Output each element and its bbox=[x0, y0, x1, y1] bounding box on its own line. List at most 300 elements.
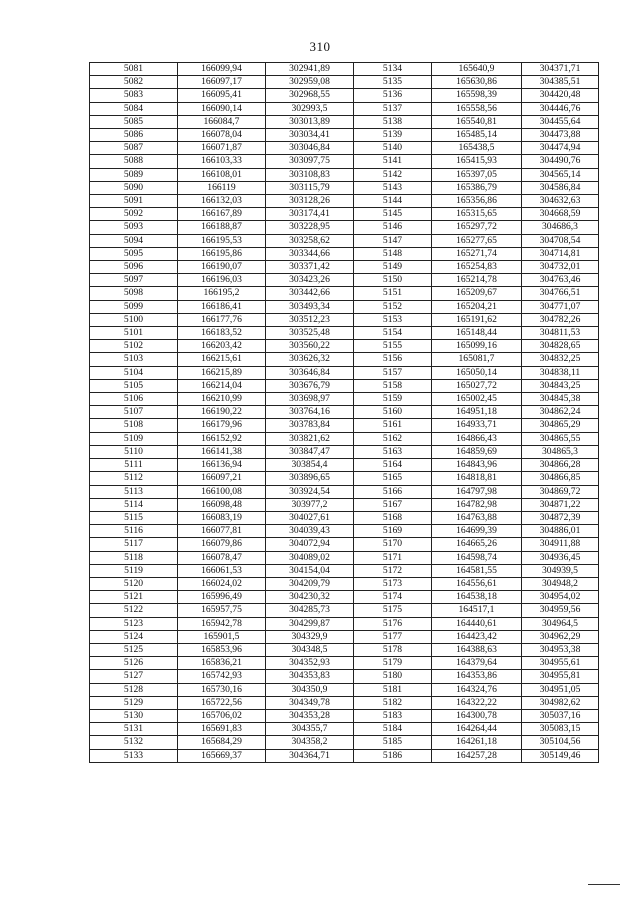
point-number-right: 5143 bbox=[354, 181, 432, 194]
point-number-left: 5107 bbox=[90, 406, 178, 419]
y-coordinate-left: 304353,83 bbox=[266, 670, 354, 683]
y-coordinate-right: 304473,88 bbox=[522, 129, 599, 142]
point-number-left: 5103 bbox=[90, 353, 178, 366]
point-number-left: 5100 bbox=[90, 313, 178, 326]
point-number-right: 5176 bbox=[354, 617, 432, 630]
point-number-left: 5129 bbox=[90, 696, 178, 709]
point-number-left: 5114 bbox=[90, 498, 178, 511]
y-coordinate-left: 302959,08 bbox=[266, 76, 354, 89]
x-coordinate-right: 165415,93 bbox=[432, 155, 522, 168]
point-number-right: 5152 bbox=[354, 300, 432, 313]
point-number-right: 5158 bbox=[354, 379, 432, 392]
page-number: 310 bbox=[309, 39, 331, 54]
x-coordinate-right: 165315,65 bbox=[432, 208, 522, 221]
y-coordinate-left: 303764,16 bbox=[266, 406, 354, 419]
x-coordinate-left: 166141,38 bbox=[178, 445, 266, 458]
table-row bbox=[90, 459, 599, 472]
y-coordinate-left: 303115,79 bbox=[266, 181, 354, 194]
x-coordinate-left: 166100,08 bbox=[178, 485, 266, 498]
table-row bbox=[90, 749, 599, 762]
y-coordinate-left: 302993,5 bbox=[266, 102, 354, 115]
x-coordinate-left: 165996,49 bbox=[178, 591, 266, 604]
point-number-left: 5085 bbox=[90, 115, 178, 128]
x-coordinate-left: 166195,86 bbox=[178, 247, 266, 260]
table-row bbox=[90, 340, 599, 353]
point-number-right: 5182 bbox=[354, 696, 432, 709]
x-coordinate-left: 166195,53 bbox=[178, 234, 266, 247]
point-number-right: 5175 bbox=[354, 604, 432, 617]
point-number-right: 5169 bbox=[354, 525, 432, 538]
point-number-left: 5124 bbox=[90, 630, 178, 643]
y-coordinate-right: 304811,53 bbox=[522, 327, 599, 340]
point-number-left: 5092 bbox=[90, 208, 178, 221]
y-coordinate-left: 303174,41 bbox=[266, 208, 354, 221]
table-row bbox=[90, 313, 599, 326]
y-coordinate-right: 304420,48 bbox=[522, 89, 599, 102]
table-row bbox=[90, 617, 599, 630]
x-coordinate-left: 166132,03 bbox=[178, 195, 266, 208]
y-coordinate-left: 304329,9 bbox=[266, 630, 354, 643]
point-number-right: 5149 bbox=[354, 261, 432, 274]
table-row bbox=[90, 168, 599, 181]
table-row bbox=[90, 525, 599, 538]
y-coordinate-right: 304911,88 bbox=[522, 538, 599, 551]
y-coordinate-right: 304866,85 bbox=[522, 472, 599, 485]
y-coordinate-right: 304782,26 bbox=[522, 313, 599, 326]
point-number-left: 5128 bbox=[90, 683, 178, 696]
y-coordinate-right: 304845,38 bbox=[522, 393, 599, 406]
point-number-right: 5141 bbox=[354, 155, 432, 168]
point-number-right: 5183 bbox=[354, 709, 432, 722]
point-number-left: 5081 bbox=[90, 63, 178, 76]
y-coordinate-right: 304948,2 bbox=[522, 577, 599, 590]
point-number-right: 5156 bbox=[354, 353, 432, 366]
point-number-left: 5091 bbox=[90, 195, 178, 208]
x-coordinate-right: 164933,71 bbox=[432, 419, 522, 432]
x-coordinate-right: 165386,79 bbox=[432, 181, 522, 194]
table-row bbox=[90, 129, 599, 142]
x-coordinate-left: 166119 bbox=[178, 181, 266, 194]
point-number-left: 5086 bbox=[90, 129, 178, 142]
y-coordinate-left: 303560,22 bbox=[266, 340, 354, 353]
point-number-right: 5142 bbox=[354, 168, 432, 181]
coordinates-table bbox=[89, 62, 599, 763]
table-row bbox=[90, 472, 599, 485]
point-number-left: 5088 bbox=[90, 155, 178, 168]
x-coordinate-left: 166090,14 bbox=[178, 102, 266, 115]
point-number-left: 5102 bbox=[90, 340, 178, 353]
x-coordinate-right: 165277,65 bbox=[432, 234, 522, 247]
y-coordinate-right: 304951,05 bbox=[522, 683, 599, 696]
y-coordinate-left: 303228,95 bbox=[266, 221, 354, 234]
x-coordinate-left: 166099,94 bbox=[178, 63, 266, 76]
x-coordinate-right: 165356,86 bbox=[432, 195, 522, 208]
point-number-right: 5174 bbox=[354, 591, 432, 604]
y-coordinate-left: 303924,54 bbox=[266, 485, 354, 498]
x-coordinate-right: 164699,39 bbox=[432, 525, 522, 538]
x-coordinate-left: 166078,04 bbox=[178, 129, 266, 142]
y-coordinate-right: 304832,25 bbox=[522, 353, 599, 366]
y-coordinate-right: 304871,22 bbox=[522, 498, 599, 511]
y-coordinate-right: 304955,61 bbox=[522, 657, 599, 670]
y-coordinate-left: 304154,04 bbox=[266, 564, 354, 577]
x-coordinate-right: 164440,61 bbox=[432, 617, 522, 630]
point-number-left: 5115 bbox=[90, 511, 178, 524]
y-coordinate-right: 304964,5 bbox=[522, 617, 599, 630]
point-number-left: 5095 bbox=[90, 247, 178, 260]
x-coordinate-right: 164818,81 bbox=[432, 472, 522, 485]
point-number-left: 5097 bbox=[90, 274, 178, 287]
x-coordinate-left: 165730,16 bbox=[178, 683, 266, 696]
point-number-right: 5135 bbox=[354, 76, 432, 89]
x-coordinate-left: 166095,41 bbox=[178, 89, 266, 102]
point-number-right: 5151 bbox=[354, 287, 432, 300]
y-coordinate-left: 303821,62 bbox=[266, 432, 354, 445]
point-number-right: 5157 bbox=[354, 366, 432, 379]
x-coordinate-left: 166103,33 bbox=[178, 155, 266, 168]
y-coordinate-left: 303493,34 bbox=[266, 300, 354, 313]
y-coordinate-right: 304865,29 bbox=[522, 419, 599, 432]
y-coordinate-right: 304490,76 bbox=[522, 155, 599, 168]
point-number-right: 5168 bbox=[354, 511, 432, 524]
y-coordinate-right: 304865,3 bbox=[522, 445, 599, 458]
x-coordinate-left: 166097,17 bbox=[178, 76, 266, 89]
x-coordinate-right: 164388,63 bbox=[432, 643, 522, 656]
table-row bbox=[90, 445, 599, 458]
point-number-right: 5173 bbox=[354, 577, 432, 590]
y-coordinate-left: 303442,66 bbox=[266, 287, 354, 300]
y-coordinate-left: 302941,89 bbox=[266, 63, 354, 76]
point-number-left: 5098 bbox=[90, 287, 178, 300]
table-row bbox=[90, 670, 599, 683]
x-coordinate-left: 166136,94 bbox=[178, 459, 266, 472]
point-number-left: 5116 bbox=[90, 525, 178, 538]
x-coordinate-left: 165742,93 bbox=[178, 670, 266, 683]
x-coordinate-left: 166061,53 bbox=[178, 564, 266, 577]
point-number-left: 5118 bbox=[90, 551, 178, 564]
y-coordinate-left: 304089,02 bbox=[266, 551, 354, 564]
point-number-right: 5146 bbox=[354, 221, 432, 234]
y-coordinate-right: 304668,59 bbox=[522, 208, 599, 221]
y-coordinate-left: 303512,23 bbox=[266, 313, 354, 326]
y-coordinate-left: 303034,41 bbox=[266, 129, 354, 142]
point-number-left: 5117 bbox=[90, 538, 178, 551]
point-number-left: 5130 bbox=[90, 709, 178, 722]
y-coordinate-right: 304632,63 bbox=[522, 195, 599, 208]
x-coordinate-right: 164665,26 bbox=[432, 538, 522, 551]
table-row bbox=[90, 261, 599, 274]
x-coordinate-left: 166167,89 bbox=[178, 208, 266, 221]
table-row bbox=[90, 221, 599, 234]
y-coordinate-left: 304350,9 bbox=[266, 683, 354, 696]
y-coordinate-left: 303676,79 bbox=[266, 379, 354, 392]
point-number-right: 5148 bbox=[354, 247, 432, 260]
table-row bbox=[90, 604, 599, 617]
point-number-right: 5137 bbox=[354, 102, 432, 115]
table-row bbox=[90, 406, 599, 419]
x-coordinate-right: 164859,69 bbox=[432, 445, 522, 458]
x-coordinate-left: 165722,56 bbox=[178, 696, 266, 709]
x-coordinate-right: 165271,74 bbox=[432, 247, 522, 260]
x-coordinate-right: 165640,9 bbox=[432, 63, 522, 76]
y-coordinate-right: 304843,25 bbox=[522, 379, 599, 392]
x-coordinate-right: 165209,67 bbox=[432, 287, 522, 300]
x-coordinate-right: 164538,18 bbox=[432, 591, 522, 604]
point-number-right: 5140 bbox=[354, 142, 432, 155]
point-number-right: 5180 bbox=[354, 670, 432, 683]
point-number-right: 5161 bbox=[354, 419, 432, 432]
table-row bbox=[90, 551, 599, 564]
footer-rule bbox=[588, 884, 620, 885]
point-number-left: 5101 bbox=[90, 327, 178, 340]
y-coordinate-left: 304209,79 bbox=[266, 577, 354, 590]
y-coordinate-left: 304349,78 bbox=[266, 696, 354, 709]
x-coordinate-right: 165099,16 bbox=[432, 340, 522, 353]
x-coordinate-right: 165214,78 bbox=[432, 274, 522, 287]
y-coordinate-left: 304352,93 bbox=[266, 657, 354, 670]
point-number-left: 5099 bbox=[90, 300, 178, 313]
y-coordinate-left: 303423,26 bbox=[266, 274, 354, 287]
point-number-left: 5122 bbox=[90, 604, 178, 617]
point-number-right: 5144 bbox=[354, 195, 432, 208]
y-coordinate-left: 303525,48 bbox=[266, 327, 354, 340]
table-row bbox=[90, 379, 599, 392]
point-number-left: 5112 bbox=[90, 472, 178, 485]
table-row bbox=[90, 591, 599, 604]
point-number-left: 5084 bbox=[90, 102, 178, 115]
point-number-left: 5113 bbox=[90, 485, 178, 498]
point-number-right: 5163 bbox=[354, 445, 432, 458]
point-number-left: 5110 bbox=[90, 445, 178, 458]
y-coordinate-right: 304446,76 bbox=[522, 102, 599, 115]
y-coordinate-left: 304285,73 bbox=[266, 604, 354, 617]
y-coordinate-left: 304348,5 bbox=[266, 643, 354, 656]
y-coordinate-right: 304866,28 bbox=[522, 459, 599, 472]
y-coordinate-right: 304771,07 bbox=[522, 300, 599, 313]
x-coordinate-left: 166083,19 bbox=[178, 511, 266, 524]
x-coordinate-right: 165027,72 bbox=[432, 379, 522, 392]
point-number-left: 5083 bbox=[90, 89, 178, 102]
table-row bbox=[90, 564, 599, 577]
table-row bbox=[90, 657, 599, 670]
point-number-right: 5147 bbox=[354, 234, 432, 247]
y-coordinate-right: 304865,55 bbox=[522, 432, 599, 445]
x-coordinate-left: 165957,75 bbox=[178, 604, 266, 617]
x-coordinate-left: 166195,2 bbox=[178, 287, 266, 300]
point-number-left: 5121 bbox=[90, 591, 178, 604]
x-coordinate-right: 164782,98 bbox=[432, 498, 522, 511]
x-coordinate-right: 165204,21 bbox=[432, 300, 522, 313]
point-number-right: 5167 bbox=[354, 498, 432, 511]
x-coordinate-right: 164324,76 bbox=[432, 683, 522, 696]
point-number-left: 5119 bbox=[90, 564, 178, 577]
table-row bbox=[90, 155, 599, 168]
point-number-left: 5132 bbox=[90, 736, 178, 749]
x-coordinate-left: 166214,04 bbox=[178, 379, 266, 392]
x-coordinate-left: 165942,78 bbox=[178, 617, 266, 630]
x-coordinate-right: 164257,28 bbox=[432, 749, 522, 762]
x-coordinate-right: 164763,88 bbox=[432, 511, 522, 524]
x-coordinate-right: 165630,86 bbox=[432, 76, 522, 89]
point-number-left: 5105 bbox=[90, 379, 178, 392]
table-row bbox=[90, 577, 599, 590]
table-row bbox=[90, 643, 599, 656]
x-coordinate-left: 166190,22 bbox=[178, 406, 266, 419]
x-coordinate-right: 165148,44 bbox=[432, 327, 522, 340]
point-number-right: 5162 bbox=[354, 432, 432, 445]
x-coordinate-left: 166024,02 bbox=[178, 577, 266, 590]
x-coordinate-right: 164951,18 bbox=[432, 406, 522, 419]
table-row bbox=[90, 630, 599, 643]
x-coordinate-right: 165081,7 bbox=[432, 353, 522, 366]
x-coordinate-right: 164264,44 bbox=[432, 723, 522, 736]
y-coordinate-right: 304982,62 bbox=[522, 696, 599, 709]
table-row bbox=[90, 419, 599, 432]
point-number-left: 5082 bbox=[90, 76, 178, 89]
x-coordinate-right: 164843,96 bbox=[432, 459, 522, 472]
table-row bbox=[90, 366, 599, 379]
table-row bbox=[90, 195, 599, 208]
x-coordinate-left: 165691,83 bbox=[178, 723, 266, 736]
point-number-left: 5093 bbox=[90, 221, 178, 234]
y-coordinate-left: 302968,55 bbox=[266, 89, 354, 102]
point-number-right: 5136 bbox=[354, 89, 432, 102]
x-coordinate-right: 165297,72 bbox=[432, 221, 522, 234]
x-coordinate-left: 166188,87 bbox=[178, 221, 266, 234]
x-coordinate-right: 164353,86 bbox=[432, 670, 522, 683]
y-coordinate-right: 304954,02 bbox=[522, 591, 599, 604]
x-coordinate-left: 166215,61 bbox=[178, 353, 266, 366]
y-coordinate-right: 304962,29 bbox=[522, 630, 599, 643]
y-coordinate-left: 304364,71 bbox=[266, 749, 354, 762]
point-number-left: 5126 bbox=[90, 657, 178, 670]
x-coordinate-left: 166215,89 bbox=[178, 366, 266, 379]
y-coordinate-left: 303854,4 bbox=[266, 459, 354, 472]
y-coordinate-right: 304869,72 bbox=[522, 485, 599, 498]
x-coordinate-right: 165485,14 bbox=[432, 129, 522, 142]
x-coordinate-left: 165836,21 bbox=[178, 657, 266, 670]
y-coordinate-right: 304371,71 bbox=[522, 63, 599, 76]
x-coordinate-right: 164866,43 bbox=[432, 432, 522, 445]
y-coordinate-right: 304862,24 bbox=[522, 406, 599, 419]
y-coordinate-right: 304565,14 bbox=[522, 168, 599, 181]
point-number-right: 5134 bbox=[354, 63, 432, 76]
table-row bbox=[90, 736, 599, 749]
x-coordinate-left: 166179,96 bbox=[178, 419, 266, 432]
table-row bbox=[90, 63, 599, 76]
x-coordinate-left: 166190,07 bbox=[178, 261, 266, 274]
y-coordinate-left: 303046,84 bbox=[266, 142, 354, 155]
y-coordinate-right: 304763,46 bbox=[522, 274, 599, 287]
y-coordinate-left: 303626,32 bbox=[266, 353, 354, 366]
point-number-left: 5087 bbox=[90, 142, 178, 155]
y-coordinate-left: 303258,62 bbox=[266, 234, 354, 247]
table-row bbox=[90, 393, 599, 406]
x-coordinate-left: 165853,96 bbox=[178, 643, 266, 656]
table-row bbox=[90, 234, 599, 247]
y-coordinate-left: 304027,61 bbox=[266, 511, 354, 524]
y-coordinate-right: 304474,94 bbox=[522, 142, 599, 155]
x-coordinate-left: 166183,52 bbox=[178, 327, 266, 340]
point-number-right: 5184 bbox=[354, 723, 432, 736]
x-coordinate-left: 166210,99 bbox=[178, 393, 266, 406]
x-coordinate-right: 164423,42 bbox=[432, 630, 522, 643]
table-row bbox=[90, 723, 599, 736]
y-coordinate-right: 304886,01 bbox=[522, 525, 599, 538]
table-row bbox=[90, 485, 599, 498]
x-coordinate-left: 166098,48 bbox=[178, 498, 266, 511]
point-number-right: 5181 bbox=[354, 683, 432, 696]
point-number-right: 5179 bbox=[354, 657, 432, 670]
table-row bbox=[90, 247, 599, 260]
y-coordinate-right: 304936,45 bbox=[522, 551, 599, 564]
point-number-left: 5123 bbox=[90, 617, 178, 630]
table-row bbox=[90, 709, 599, 722]
x-coordinate-left: 166196,03 bbox=[178, 274, 266, 287]
table-row bbox=[90, 498, 599, 511]
x-coordinate-left: 166071,87 bbox=[178, 142, 266, 155]
y-coordinate-left: 303371,42 bbox=[266, 261, 354, 274]
point-number-right: 5177 bbox=[354, 630, 432, 643]
x-coordinate-right: 165598,39 bbox=[432, 89, 522, 102]
x-coordinate-left: 166079,86 bbox=[178, 538, 266, 551]
table-row bbox=[90, 208, 599, 221]
point-number-left: 5111 bbox=[90, 459, 178, 472]
x-coordinate-right: 164261,18 bbox=[432, 736, 522, 749]
table-row bbox=[90, 538, 599, 551]
table-row bbox=[90, 696, 599, 709]
y-coordinate-left: 303128,26 bbox=[266, 195, 354, 208]
point-number-right: 5172 bbox=[354, 564, 432, 577]
point-number-right: 5170 bbox=[354, 538, 432, 551]
x-coordinate-right: 164797,98 bbox=[432, 485, 522, 498]
point-number-left: 5108 bbox=[90, 419, 178, 432]
table-row bbox=[90, 511, 599, 524]
y-coordinate-left: 304230,32 bbox=[266, 591, 354, 604]
y-coordinate-left: 303344,66 bbox=[266, 247, 354, 260]
y-coordinate-left: 303013,89 bbox=[266, 115, 354, 128]
x-coordinate-right: 164300,78 bbox=[432, 709, 522, 722]
point-number-left: 5090 bbox=[90, 181, 178, 194]
point-number-right: 5160 bbox=[354, 406, 432, 419]
point-number-right: 5139 bbox=[354, 129, 432, 142]
x-coordinate-right: 165540,81 bbox=[432, 115, 522, 128]
x-coordinate-left: 166152,92 bbox=[178, 432, 266, 445]
y-coordinate-right: 304686,3 bbox=[522, 221, 599, 234]
x-coordinate-right: 165254,83 bbox=[432, 261, 522, 274]
x-coordinate-right: 165397,05 bbox=[432, 168, 522, 181]
x-coordinate-right: 165050,14 bbox=[432, 366, 522, 379]
y-coordinate-left: 303896,65 bbox=[266, 472, 354, 485]
point-number-left: 5109 bbox=[90, 432, 178, 445]
y-coordinate-right: 304953,38 bbox=[522, 643, 599, 656]
x-coordinate-right: 165438,5 bbox=[432, 142, 522, 155]
x-coordinate-left: 165684,29 bbox=[178, 736, 266, 749]
point-number-right: 5138 bbox=[354, 115, 432, 128]
x-coordinate-left: 165706,02 bbox=[178, 709, 266, 722]
point-number-right: 5185 bbox=[354, 736, 432, 749]
y-coordinate-left: 304072,94 bbox=[266, 538, 354, 551]
x-coordinate-right: 164598,74 bbox=[432, 551, 522, 564]
y-coordinate-left: 304353,28 bbox=[266, 709, 354, 722]
table-row bbox=[90, 274, 599, 287]
point-number-left: 5127 bbox=[90, 670, 178, 683]
point-number-right: 5166 bbox=[354, 485, 432, 498]
y-coordinate-right: 304732,01 bbox=[522, 261, 599, 274]
y-coordinate-right: 305037,16 bbox=[522, 709, 599, 722]
x-coordinate-left: 166084,7 bbox=[178, 115, 266, 128]
x-coordinate-left: 166203,42 bbox=[178, 340, 266, 353]
